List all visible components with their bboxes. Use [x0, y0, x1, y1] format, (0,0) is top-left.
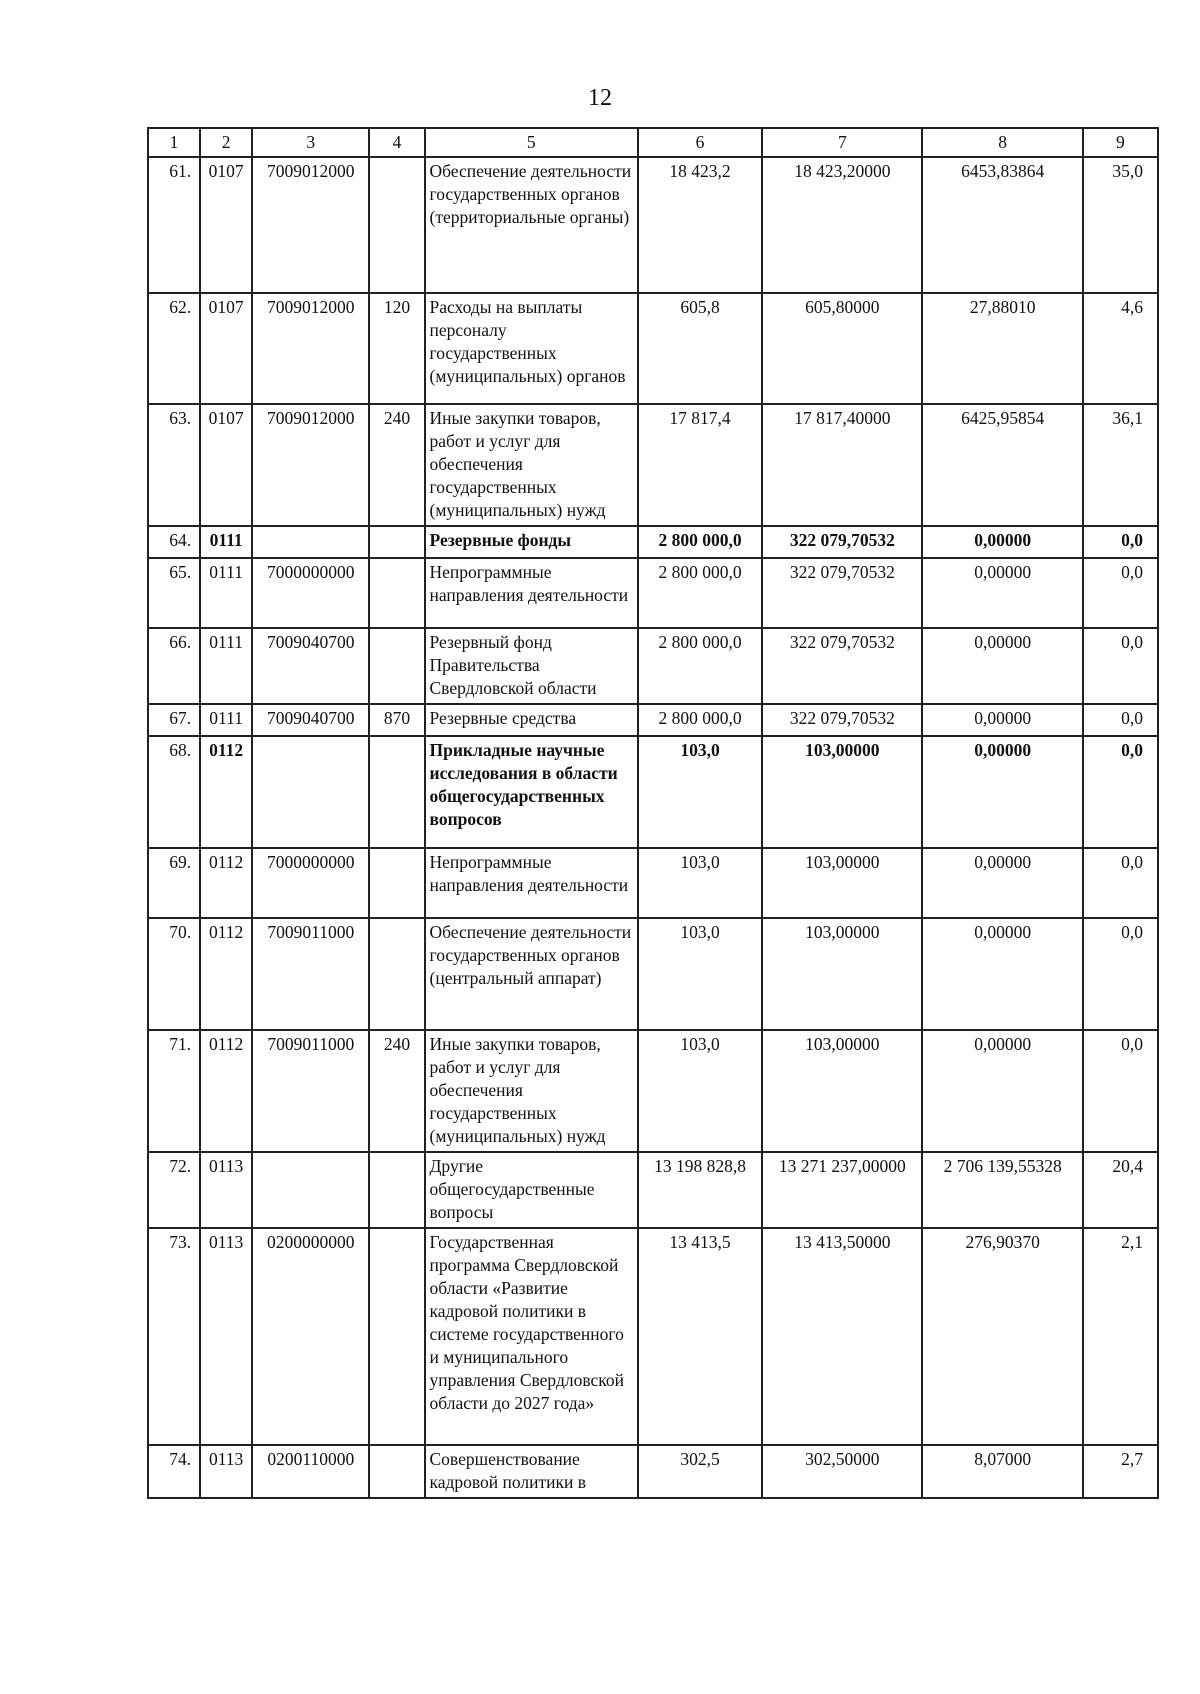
executed-amount-cell: 8,07000: [922, 1445, 1082, 1498]
table-row: [148, 1445, 1158, 1498]
table-row: [148, 526, 1158, 558]
budget-amount-cell: 322 079,70532: [762, 704, 922, 736]
row-number-cell: 74.: [148, 1445, 200, 1498]
executed-amount-cell: 0,00000: [922, 526, 1082, 558]
header-cell: 8: [922, 128, 1082, 157]
section-code-cell: 0111: [200, 628, 252, 704]
row-number-cell: 72.: [148, 1152, 200, 1228]
item-name-cell: Другие общегосударственные вопросы: [425, 1152, 638, 1228]
target-article-cell: 7000000000: [252, 848, 369, 918]
executed-amount-cell: 27,88010: [922, 293, 1082, 404]
percent-cell: 0,0: [1083, 736, 1158, 848]
target-article-cell: 7009040700: [252, 628, 369, 704]
section-code-cell: 0107: [200, 404, 252, 526]
item-name-cell: Непрограммные направления деятельности: [425, 848, 638, 918]
expense-type-cell: [369, 848, 424, 918]
target-article-cell: 0200000000: [252, 1228, 369, 1445]
executed-amount-cell: 0,00000: [922, 918, 1082, 1030]
expense-type-cell: [369, 558, 424, 628]
executed-amount-cell: 6425,95854: [922, 404, 1082, 526]
item-name-cell: Обеспечение деятельности государственных органов (центральный аппарат): [425, 918, 638, 1030]
row-number-cell: 61.: [148, 157, 200, 293]
percent-cell: 0,0: [1083, 558, 1158, 628]
target-article-cell: [252, 526, 369, 558]
percent-cell: 2,1: [1083, 1228, 1158, 1445]
item-name-cell: Иные закупки товаров, работ и услуг для обеспечения государственных (муниципальных) нужд: [425, 1030, 638, 1152]
target-article-cell: 7009011000: [252, 1030, 369, 1152]
header-cell: 6: [638, 128, 762, 157]
target-article-cell: 7009012000: [252, 404, 369, 526]
budget-amount-cell: 18 423,20000: [762, 157, 922, 293]
item-name-cell: Резервные средства: [425, 704, 638, 736]
approved-amount-cell: 103,0: [638, 848, 762, 918]
approved-amount-cell: 302,5: [638, 1445, 762, 1498]
table-row: [148, 848, 1158, 918]
section-code-cell: 0112: [200, 848, 252, 918]
percent-cell: 20,4: [1083, 1152, 1158, 1228]
expense-type-cell: [369, 628, 424, 704]
approved-amount-cell: 2 800 000,0: [638, 558, 762, 628]
expense-type-cell: [369, 736, 424, 848]
section-code-cell: 0107: [200, 157, 252, 293]
percent-cell: 0,0: [1083, 918, 1158, 1030]
row-number-cell: 68.: [148, 736, 200, 848]
executed-amount-cell: 276,90370: [922, 1228, 1082, 1445]
target-article-cell: 7009040700: [252, 704, 369, 736]
item-name-cell: Прикладные научные исследования в области общегосударственных вопросов: [425, 736, 638, 848]
section-code-cell: 0113: [200, 1152, 252, 1228]
section-code-cell: 0111: [200, 704, 252, 736]
section-code-cell: 0112: [200, 736, 252, 848]
percent-cell: 35,0: [1083, 157, 1158, 293]
section-code-cell: 0112: [200, 1030, 252, 1152]
row-number-cell: 66.: [148, 628, 200, 704]
budget-amount-cell: 322 079,70532: [762, 558, 922, 628]
percent-cell: 36,1: [1083, 404, 1158, 526]
executed-amount-cell: 0,00000: [922, 704, 1082, 736]
table-row: [148, 628, 1158, 704]
budget-amount-cell: 605,80000: [762, 293, 922, 404]
row-number-cell: 65.: [148, 558, 200, 628]
percent-cell: 0,0: [1083, 848, 1158, 918]
section-code-cell: 0112: [200, 918, 252, 1030]
row-number-cell: 62.: [148, 293, 200, 404]
item-name-cell: Расходы на выплаты персоналу государственных (муниципальных) органов: [425, 293, 638, 404]
table-row: [148, 1228, 1158, 1445]
executed-amount-cell: 0,00000: [922, 628, 1082, 704]
item-name-cell: Совершенствование кадровой политики в: [425, 1445, 638, 1498]
table-row: [148, 1152, 1158, 1228]
header-cell: 4: [369, 128, 424, 157]
approved-amount-cell: 17 817,4: [638, 404, 762, 526]
row-number-cell: 69.: [148, 848, 200, 918]
expense-type-cell: [369, 918, 424, 1030]
section-code-cell: 0113: [200, 1228, 252, 1445]
approved-amount-cell: 103,0: [638, 1030, 762, 1152]
expense-type-cell: [369, 1152, 424, 1228]
approved-amount-cell: 2 800 000,0: [638, 526, 762, 558]
section-code-cell: 0111: [200, 526, 252, 558]
header-cell: 1: [148, 128, 200, 157]
expense-type-cell: 120: [369, 293, 424, 404]
budget-amount-cell: 103,00000: [762, 848, 922, 918]
header-cell: 7: [762, 128, 922, 157]
budget-amount-cell: 103,00000: [762, 736, 922, 848]
budget-amount-cell: 103,00000: [762, 918, 922, 1030]
row-number-cell: 67.: [148, 704, 200, 736]
percent-cell: 0,0: [1083, 704, 1158, 736]
target-article-cell: [252, 736, 369, 848]
expense-type-cell: 240: [369, 1030, 424, 1152]
percent-cell: 2,7: [1083, 1445, 1158, 1498]
approved-amount-cell: 103,0: [638, 736, 762, 848]
expense-type-cell: [369, 157, 424, 293]
row-number-cell: 70.: [148, 918, 200, 1030]
item-name-cell: Иные закупки товаров, работ и услуг для обеспечения государственных (муниципальных) нужд: [425, 404, 638, 526]
approved-amount-cell: 2 800 000,0: [638, 628, 762, 704]
table-row: [148, 704, 1158, 736]
approved-amount-cell: 18 423,2: [638, 157, 762, 293]
section-code-cell: 0111: [200, 558, 252, 628]
table-row: [148, 404, 1158, 526]
expense-type-cell: [369, 1228, 424, 1445]
target-article-cell: [252, 1152, 369, 1228]
target-article-cell: 0200110000: [252, 1445, 369, 1498]
budget-amount-cell: 302,50000: [762, 1445, 922, 1498]
section-code-cell: 0107: [200, 293, 252, 404]
item-name-cell: Обеспечение деятельности государственных органов (территориальные органы): [425, 157, 638, 293]
expense-type-cell: 870: [369, 704, 424, 736]
header-cell: 3: [252, 128, 369, 157]
percent-cell: 0,0: [1083, 1030, 1158, 1152]
row-number-cell: 64.: [148, 526, 200, 558]
budget-amount-cell: 13 413,50000: [762, 1228, 922, 1445]
executed-amount-cell: 0,00000: [922, 736, 1082, 848]
executed-amount-cell: 2 706 139,55328: [922, 1152, 1082, 1228]
budget-amount-cell: 103,00000: [762, 1030, 922, 1152]
approved-amount-cell: 13 198 828,8: [638, 1152, 762, 1228]
executed-amount-cell: 6453,83864: [922, 157, 1082, 293]
row-number-cell: 71.: [148, 1030, 200, 1152]
row-number-cell: 63.: [148, 404, 200, 526]
item-name-cell: Непрограммные направления деятельности: [425, 558, 638, 628]
header-cell: 2: [200, 128, 252, 157]
table-row: [148, 293, 1158, 404]
budget-amount-cell: 322 079,70532: [762, 526, 922, 558]
approved-amount-cell: 605,8: [638, 293, 762, 404]
page-number: 12: [588, 85, 612, 111]
budget-amount-cell: 13 271 237,00000: [762, 1152, 922, 1228]
approved-amount-cell: 13 413,5: [638, 1228, 762, 1445]
expense-type-cell: 240: [369, 404, 424, 526]
header-cell: 9: [1083, 128, 1158, 157]
executed-amount-cell: 0,00000: [922, 558, 1082, 628]
item-name-cell: Резервные фонды: [425, 526, 638, 558]
item-name-cell: Резервный фонд Правительства Свердловской области: [425, 628, 638, 704]
budget-table: [147, 127, 1159, 1499]
executed-amount-cell: 0,00000: [922, 1030, 1082, 1152]
table-row: [148, 1030, 1158, 1152]
table-row: [148, 918, 1158, 1030]
approved-amount-cell: 2 800 000,0: [638, 704, 762, 736]
executed-amount-cell: 0,00000: [922, 848, 1082, 918]
header-cell: 5: [425, 128, 638, 157]
budget-amount-cell: 322 079,70532: [762, 628, 922, 704]
budget-amount-cell: 17 817,40000: [762, 404, 922, 526]
table-row: [148, 558, 1158, 628]
item-name-cell: Государственная программа Свердловской области «Развитие кадровой политики в системе государственного и муниципального управления Свердловской области до 2027 года»: [425, 1228, 638, 1445]
percent-cell: 4,6: [1083, 293, 1158, 404]
percent-cell: 0,0: [1083, 526, 1158, 558]
table-row: [148, 736, 1158, 848]
table-header-row: [148, 128, 1158, 157]
approved-amount-cell: 103,0: [638, 918, 762, 1030]
section-code-cell: 0113: [200, 1445, 252, 1498]
target-article-cell: 7009011000: [252, 918, 369, 1030]
table-row: [148, 157, 1158, 293]
row-number-cell: 73.: [148, 1228, 200, 1445]
target-article-cell: 7009012000: [252, 293, 369, 404]
target-article-cell: 7009012000: [252, 157, 369, 293]
expense-type-cell: [369, 526, 424, 558]
target-article-cell: 7000000000: [252, 558, 369, 628]
expense-type-cell: [369, 1445, 424, 1498]
percent-cell: 0,0: [1083, 628, 1158, 704]
